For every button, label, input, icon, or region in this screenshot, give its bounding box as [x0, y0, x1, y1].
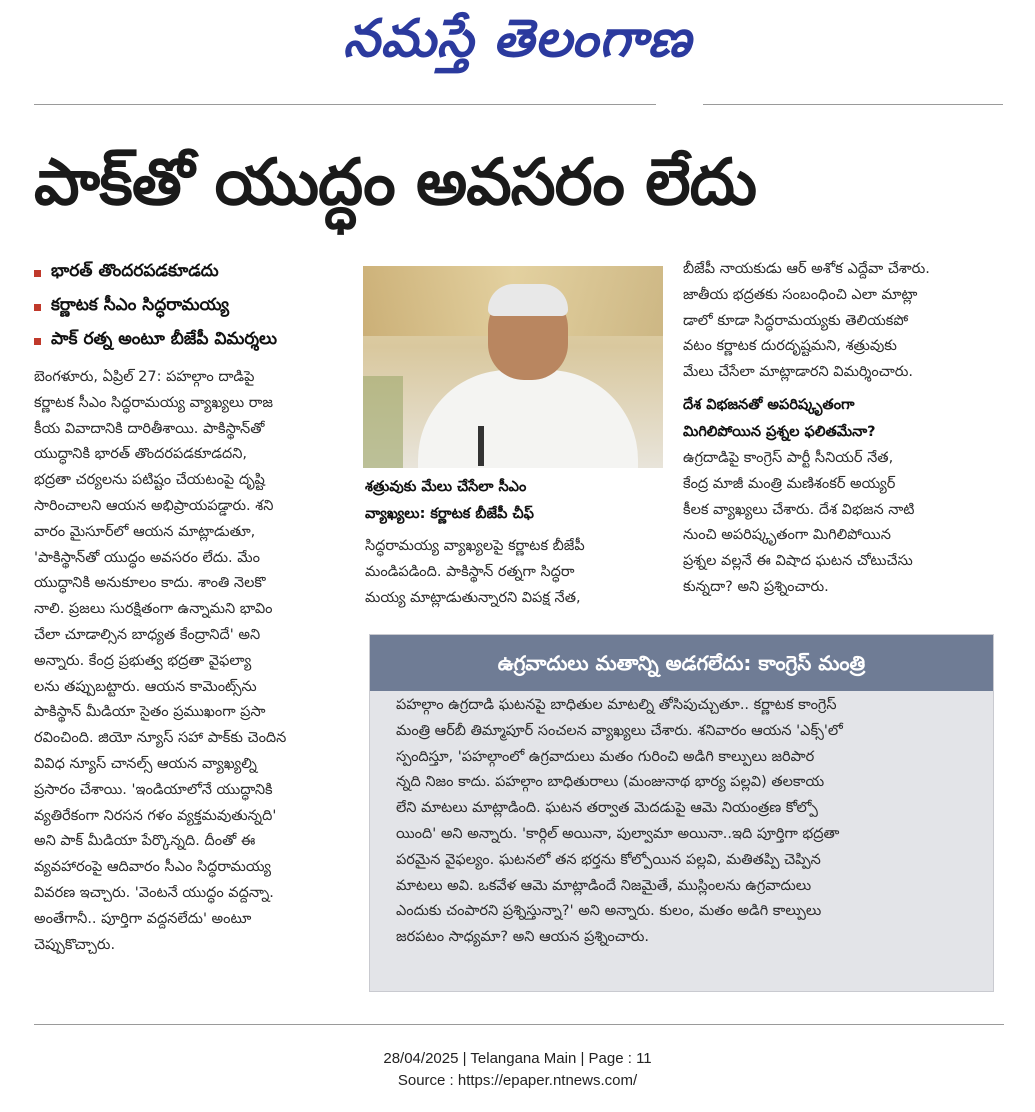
photo-person-body	[418, 370, 638, 468]
text-line: అన్నారు. కేంద్ర ప్రభుత్వ భద్రతా వైఫల్యా	[34, 652, 252, 669]
photo-person-hair	[488, 284, 568, 316]
page-footer	[0, 1048, 1035, 1092]
text-line: వ్యవహారంపై ఆదివారం సీఎం సిద్ధరామయ్య	[34, 859, 271, 876]
bullet-list	[34, 256, 354, 358]
sidebar-news-box	[369, 634, 994, 992]
text-line: నాలి. ప్రజలు సురక్షితంగా ఉన్నామని భావిం	[34, 601, 273, 618]
text-line: కున్నదా? అని ప్రశ్నించారు.	[683, 578, 829, 595]
text-line: అంతేగానీ.. పూర్తిగా వద్దనలేదు' అంటూ	[34, 910, 252, 927]
page-headline: పాక్‌తో యుద్ధం అవసరం లేదు	[34, 146, 756, 220]
text-line: వటం కర్ణాటక దురదృష్టమని, శత్రువుకు	[683, 338, 897, 355]
section-subhead: దేశ విభజనతో అపరిష్కృతంగా మిగిలిపోయిన ప్రశ్నల ఫలితమేనా?	[683, 397, 876, 440]
photo-caption: శత్రువుకు మేలు చేసేలా సీఎం వ్యాఖ్యలు: కర్ణాటక బీజేపీ చీఫ్	[365, 479, 534, 522]
footer-date-page: 28/04/2025 | Telangana Main | Page : 11	[383, 1050, 652, 1067]
divider	[34, 104, 656, 105]
siddaramaiah-photo	[363, 266, 663, 468]
text-line: యుద్ధానికి భారత్ తొందరపడకూడదని,	[34, 446, 248, 463]
bullet-item: పాక్ రత్న అంటూ బీజేపీ విమర్శలు	[34, 324, 354, 358]
text-line: మయ్య మాట్లాడుతున్నారని విపక్ష నేత,	[365, 589, 581, 606]
text-line: భద్రతా చర్యలను పటిష్టం చేయటంపై దృష్టి	[34, 472, 265, 489]
text-line: సారించాలని ఆయన అభిప్రాయపడ్డారు. శని	[34, 497, 274, 514]
text-line: మంత్రి ఆర్‌బీ తిమ్మాపూర్ సంచలన వ్యాఖ్యలు చేశారు. శనివారం ఆయన 'ఎక్స్'లో	[396, 722, 843, 739]
text-line: కీలక వ్యాఖ్యలు చేశారు. దేశ విభజన నాటి	[683, 501, 915, 518]
text-line: మాటలు అవి. ఒకవేళ ఆమె మాట్లాడిందే నిజమైతే, ముస్లింలను ఉగ్రవాదులు	[396, 877, 812, 894]
text-line: సిద్ధరామయ్య వ్యాఖ్యలపై కర్ణాటక బీజేపీ	[365, 538, 585, 554]
text-line: వ్యతిరేకంగా నిరసన గళం వ్యక్తమవుతున్నది'	[34, 807, 277, 824]
text-line: చేలా చూడాల్సిన బాధ్యత కేంద్రానిదే' అని	[34, 626, 261, 643]
text-line: మండిపడింది. పాకిస్థాన్ రత్నగా సిద్ధరా	[365, 563, 575, 580]
bullet-item: భారత్ తొందరపడకూడదు	[34, 256, 354, 290]
footer-source-link[interactable]: Source : https://epaper.ntnews.com/	[397, 1072, 638, 1089]
text-line: రవించింది. జియో న్యూస్ సహా పాక్‌కు చెందిన	[34, 730, 287, 747]
article-column-1	[34, 365, 346, 958]
text-line: అని పాక్ మీడియా పేర్కొన్నది. దీంతో ఈ	[34, 833, 256, 850]
divider	[703, 104, 1003, 105]
text-line: చెప్పుకొచ్చారు.	[34, 936, 116, 953]
text-line: కీయ వివాదానికి దారితీశాయి. పాకిస్థాన్‌తో	[34, 420, 265, 437]
text-line: 'పాకిస్థాన్‌తో యుద్ధం అవసరం లేదు. మేం	[34, 549, 260, 566]
text-line: లేని మాటలు మాట్లాడింది. ఘటన తర్వాత మెదడుపై ఆమె నియంత్రణ కోల్పో	[396, 800, 818, 817]
box-heading: ఉగ్రవాదులు మతాన్ని అడగలేదు: కాంగ్రెస్ మంత్రి	[370, 635, 993, 691]
text-line: బీజేపీ నాయకుడు ఆర్ అశోక ఎద్దేవా చేశారు.	[683, 261, 930, 277]
text-line: జరపటం సాధ్యమా? అని ఆయన ప్రశ్నించారు.	[396, 929, 649, 946]
text-line: వివిధ న్యూస్ చానల్స్ ఆయన వ్యాఖ్యల్ని	[34, 755, 257, 772]
bullet-square-icon	[34, 304, 41, 311]
divider	[34, 1024, 1004, 1025]
text-line: ప్రసారం చేశాయి. 'ఇండియాలోనే యుద్ధానికి	[34, 781, 273, 798]
text-line: స్పందిస్తూ, 'పహల్గాంలో ఉగ్రవాదులు మతం గురించి అడిగి కాల్పులు జరిపార	[396, 748, 815, 765]
text-line: బెంగళూరు, ఏప్రిల్ 27: పహల్గాం దాడిపై	[34, 369, 255, 385]
text-line: వారం మైసూర్‌లో ఆయన మాట్లాడుతూ,	[34, 523, 256, 540]
text-line: యింది' అని అన్నారు. 'కార్గిల్ అయినా, పుల్వామా అయినా..ఇది పూర్తిగా భద్రతా	[396, 825, 840, 842]
bullet-item: కర్ణాటక సీఎం సిద్ధరామయ్య	[34, 290, 354, 324]
text-line: న్నది నిజం కాదు. పహల్గాం బాధితురాలు (మంజునాథ భార్య పల్లవి) తలకాయ	[396, 774, 825, 791]
article-column-2	[365, 534, 665, 611]
text-line: యుద్ధానికి అనుకూలం కాదు. శాంతి నెలకొ	[34, 575, 266, 592]
bullet-square-icon	[34, 338, 41, 345]
text-line: పాకిస్థాన్ మీడియా సైతం ప్రముఖంగా ప్రసా	[34, 704, 266, 721]
bullet-square-icon	[34, 270, 41, 277]
text-line: జాతీయ భద్రతకు సంబంధించి ఎలా మాట్లా	[683, 286, 918, 303]
box-body	[396, 693, 981, 951]
text-line: కేంద్ర మాజీ మంత్రి మణిశంకర్ అయ్యర్	[683, 475, 896, 492]
text-line: లను తప్పుబట్టారు. ఆయన కామెంట్స్‌ను	[34, 678, 257, 695]
article-column-3-top	[683, 257, 1003, 386]
microphone-icon	[478, 426, 484, 466]
text-line: పరమైన వైఫల్యం. ఘటనలో తన భర్తను కోల్పోయిన పల్లవి, మతితప్పి చెప్పిన	[396, 851, 821, 868]
text-line: ఎందుకు చంపారని ప్రశ్నిస్తున్నా?' అని అన్నారు. కులం, మతం అడిగి కాల్పులు	[396, 903, 822, 920]
photo-plant	[363, 376, 403, 468]
article-column-3-bottom	[683, 446, 1003, 601]
text-line: నుంచి అపరిష్కృతంగా మిగిలిపోయిన	[683, 527, 891, 544]
text-line: ప్రశ్నల వల్లనే ఈ విషాద ఘటన చోటుచేసు	[683, 553, 913, 570]
text-line: వివరణ ఇచ్చారు. 'వెంటనే యుద్ధం వద్దన్నా.	[34, 884, 274, 901]
text-line: ఉగ్రదాడిపై కాంగ్రెస్ పార్టీ సీనియర్ నేత,	[683, 450, 894, 466]
text-line: కర్ణాటక సీఎం సిద్ధరామయ్య వ్యాఖ్యలు రాజ	[34, 394, 273, 411]
text-line: మేలు చేసేలా మాట్లాడారని విమర్శించారు.	[683, 364, 913, 381]
newspaper-masthead: నమస్తే తెలంగాణ	[343, 9, 692, 69]
text-line: పహల్గాం ఉగ్రదాడి ఘటనపై బాధితుల మాటల్ని తోసిపుచ్చుతూ.. కర్ణాటక కాంగ్రెస్	[396, 697, 837, 713]
text-line: డాలో కూడా సిద్ధరామయ్యకు తెలియకపో	[683, 312, 909, 329]
